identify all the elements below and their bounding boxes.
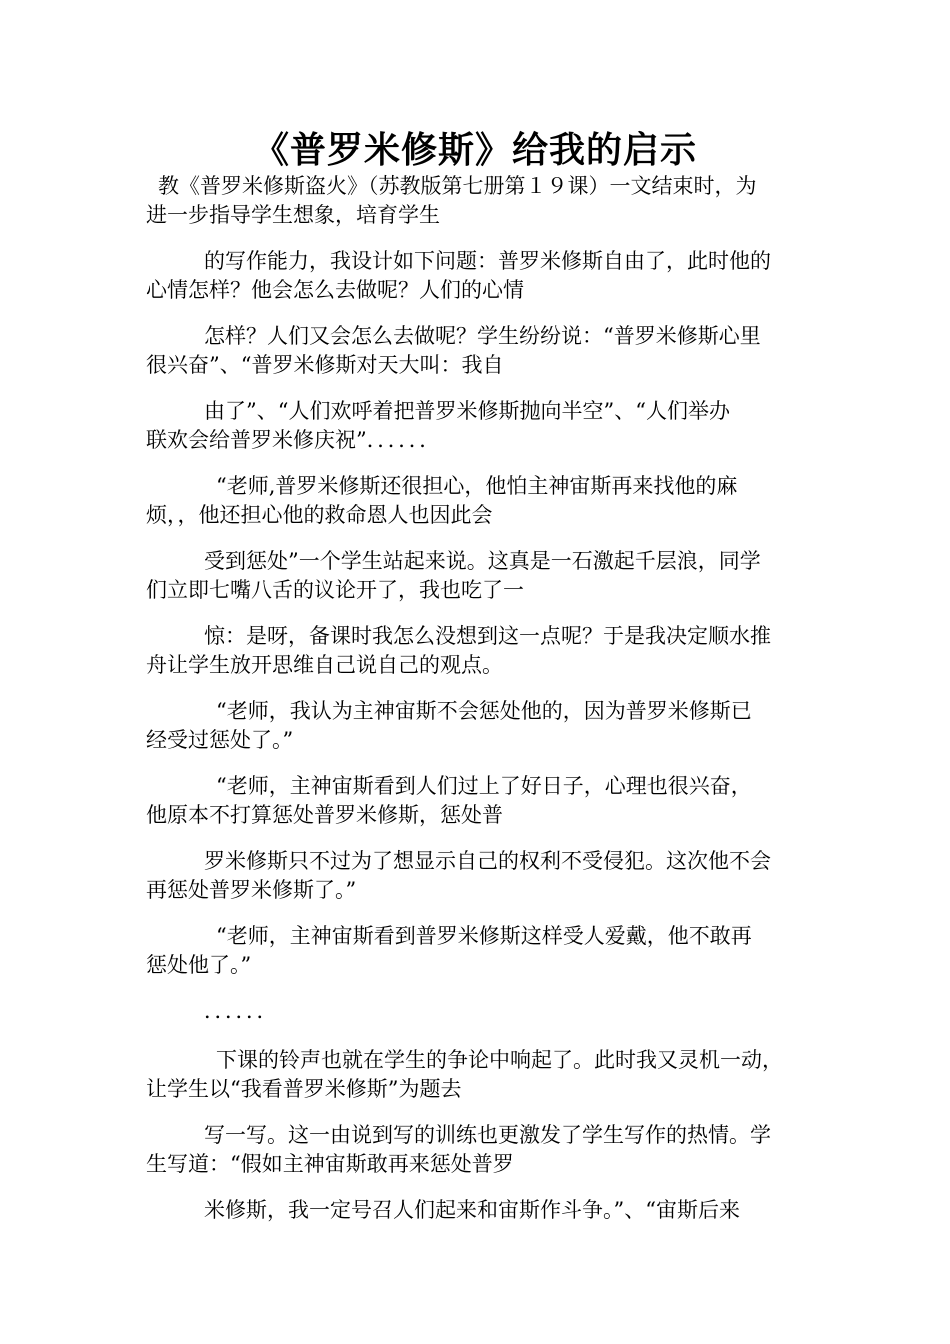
paragraph-3: [146, 322, 812, 380]
paragraph-10-line-2: 再惩处普罗米修斯了。”: [146, 878, 357, 902]
paragraph-11-line-2: 惩处他了。”: [146, 953, 252, 977]
paragraph-6-line-1: 受到惩处”一个学生站起来说。这真是一石激起千层浪，同学: [204, 549, 761, 573]
paragraph-14: [146, 1121, 812, 1179]
paragraph-3-line-2: 很兴奋”、“普罗米修斯对天大叫：我自: [146, 353, 504, 377]
paragraph-6-line-2: 们立即七嘴八舌的议论开了，我也吃了一: [146, 578, 524, 602]
paragraph-15-line-1: 米修斯，我一定号召人们起来和宙斯作斗争。”、“宙斯后来: [204, 1198, 740, 1222]
paragraph-9-line-1: “老师，主神宙斯看到人们过上了好日子，心理也很兴奋，: [216, 774, 752, 798]
paragraph-6: [146, 547, 812, 605]
paragraph-4-line-1: 由了”、“人们欢呼着把普罗米修斯抛向半空”、“人们举办: [204, 399, 730, 423]
paragraph-13-line-2: 让学生以“我看普罗米修斯”为题去: [146, 1077, 462, 1101]
paragraph-11: [146, 922, 812, 980]
paragraph-12: [146, 997, 812, 1026]
paragraph-1: [146, 172, 812, 230]
paragraph-4-line-2: 联欢会给普罗米修庆祝”．．．．．．: [146, 428, 441, 452]
paragraph-2-line-2: 心情怎样？他会怎么去做呢？人们的心情: [146, 278, 524, 302]
paragraph-7: [146, 622, 812, 680]
paragraph-1-line-1: 教《普罗米修斯盗火》（苏教版第七册第１９课）一文结束时，为: [158, 174, 757, 198]
paragraph-13: [146, 1046, 812, 1104]
document-title: 《普罗米修斯》给我的启示: [252, 129, 697, 171]
paragraph-10: [146, 847, 812, 905]
paragraph-15: [146, 1196, 812, 1225]
paragraph-12-line-1: ．．．．．．: [204, 999, 278, 1023]
paragraph-5-line-1: “老师,普罗米修斯还很担心，他怕主神宙斯再来找他的麻: [216, 474, 738, 498]
paragraph-3-line-1: 怎样？人们又会怎么去做呢？学生纷纷说：“普罗米修斯心里: [204, 324, 761, 348]
paragraph-7-line-2: 舟让学生放开思维自己说自己的观点。: [146, 653, 503, 677]
paragraph-2-line-1: 的写作能力，我设计如下问题：普罗米修斯自由了，此时他的: [204, 249, 771, 273]
paragraph-7-line-1: 惊：是呀，备课时我怎么没想到这一点呢？于是我决定顺水推: [204, 624, 771, 648]
paragraph-2: [146, 247, 812, 305]
paragraph-8-line-1: “老师，我认为主神宙斯不会惩处他的，因为普罗米修斯已: [216, 699, 752, 723]
paragraph-8: [146, 697, 812, 755]
paragraph-10-line-1: 罗米修斯只不过为了想显示自己的权利不受侵犯。这次他不会: [204, 849, 771, 873]
paragraph-9-line-2: 他原本不打算惩处普罗米修斯，惩处普: [146, 803, 503, 827]
paragraph-9: [146, 772, 812, 830]
paragraph-14-line-2: 生写道：“假如主神宙斯敢再来惩处普罗: [146, 1152, 514, 1176]
paragraph-14-line-1: 写一写。这一由说到写的训练也更激发了学生写作的热情。学: [204, 1123, 771, 1147]
paragraph-11-line-1: “老师，主神宙斯看到普罗米修斯这样受人爱戴，他不敢再: [216, 924, 752, 948]
paragraph-8-line-2: 经受过惩处了。”: [146, 728, 294, 752]
paragraph-5-line-2: 烦，，他还担心他的救命恩人也因此会: [146, 503, 493, 527]
paragraph-5: [146, 472, 812, 530]
paragraph-1-line-2: 进一步指导学生想象，培育学生: [146, 203, 440, 227]
paragraph-4: [146, 397, 812, 455]
paragraph-13-line-1: 下课的铃声也就在学生的争论中响起了。此时我又灵机一动，: [216, 1048, 783, 1072]
